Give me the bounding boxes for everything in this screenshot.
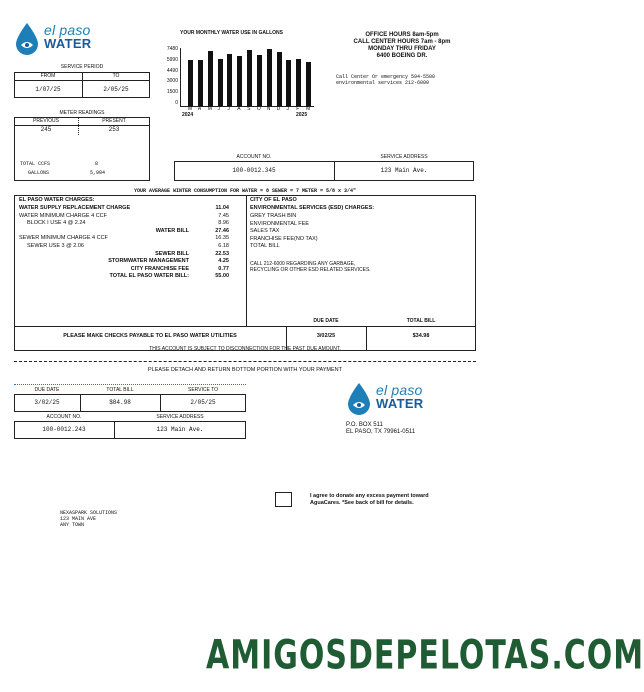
chart-bar (198, 60, 203, 106)
customer-address (60, 510, 117, 528)
stub-total-label: TOTAL BILL (106, 387, 134, 393)
stub-account: 100-0012.243 (42, 426, 86, 433)
city-charge-row: SALES TAX (250, 228, 280, 235)
usage-chart (148, 48, 318, 118)
x-tick-label: M (306, 106, 311, 112)
due-date-label: DUE DATE (313, 318, 339, 324)
x-tick-label: J (227, 106, 230, 112)
y-tick-label: 5990 (166, 56, 178, 63)
water-drop-icon (346, 382, 372, 416)
ccfs-label: TOTAL CCFS (20, 161, 51, 167)
water-charge-label: CITY FRANCHISE FEE (130, 265, 189, 272)
chart-bar (257, 55, 262, 106)
chart-bar (208, 51, 213, 106)
chart-bar (188, 60, 193, 106)
y-axis-line (180, 48, 181, 106)
water-charge-label: SEWER MINIMUM CHARGE 4 CCF (19, 235, 108, 242)
stub-service-label: SERVICE TO (187, 387, 218, 393)
water-charge-value: 7.45 (218, 212, 229, 219)
year-label-end: 2025 (296, 112, 308, 118)
due-date: 3/02/25 (316, 333, 336, 339)
donate-text (310, 493, 480, 507)
chart-bar (277, 52, 282, 106)
water-charge-label: WATER BILL (155, 227, 189, 234)
water-charge-label: TOTAL EL PASO WATER BILL: (109, 273, 189, 280)
stub-due-label: DUE DATE (34, 387, 60, 393)
x-tick-label: M (188, 106, 193, 112)
water-charge-label: SEWER BILL (155, 250, 189, 257)
donate-checkbox[interactable] (275, 492, 292, 507)
stub-top-dotted (14, 384, 246, 385)
chart-title: YOUR MONTHLY WATER USE IN GALLONS (180, 30, 283, 36)
total-bill: $34.98 (412, 333, 430, 339)
city-note-line-2: RECYCLING OR OTHER ESD RELATED SERVICES. (250, 267, 371, 273)
city-note-line-1: CALL 212-6000 REGARDING ANY GARBAGE, (250, 261, 356, 267)
water-charge-label: SEWER USE 3 @ 2.06 (27, 243, 84, 249)
call-center-hours: CALL CENTER HOURS 7am - 8pm (353, 39, 451, 45)
water-charge-value: 8.96 (218, 220, 229, 227)
detach-text: PLEASE DETACH AND RETURN BOTTOM PORTION WITH YOUR PAYMENT (147, 367, 343, 373)
water-charge-label: STORMWATER MANAGEMENT (108, 258, 189, 265)
gallons-label: GALLONS (28, 170, 50, 176)
from-date: 1/07/25 (35, 86, 61, 93)
x-tick-label: J (286, 106, 289, 112)
to-date: 2/05/25 (103, 86, 129, 93)
x-axis-categories (186, 106, 314, 114)
stub-due: 3/02/25 (34, 399, 60, 406)
office-address: 6400 BOEING DR. (376, 53, 428, 59)
office-info (332, 32, 472, 60)
customer-name: NEXASPARK SOLUTIONS (60, 510, 118, 516)
previous-label: PREVIOUS (33, 118, 59, 124)
water-charge-value: 4.25 (218, 258, 229, 265)
water-charge-label: BLOCK I USE 4 @ 2.24 (27, 220, 86, 227)
water-charge-label: WATER MINIMUM CHARGE 4 CCF (19, 212, 107, 219)
chart-bar (247, 50, 252, 106)
water-charge-value: 22.53 (215, 250, 229, 257)
water-charge-value: 0.77 (218, 265, 229, 272)
phone-line-1: Call Center Or emergency 594-5500 (336, 74, 436, 80)
donate-line-1: I agree to donate any excess payment toward (310, 493, 429, 499)
disconnect-text: THIS ACCOUNT IS SUBJECT TO DISCONNECTION FOR THE PAST DUE AMOUNT. (149, 346, 341, 352)
city-charge-row: ENVIRONMENTAL FEE (250, 220, 309, 227)
water-charge-row (19, 273, 229, 281)
y-tick-label: 1500 (166, 89, 178, 96)
chart-bar (237, 56, 242, 106)
account-number: 100-0012.345 (232, 167, 276, 174)
phone-line-2: environmental services 212-6000 (336, 80, 430, 86)
chart-bar (218, 59, 223, 106)
present-label: PRESENT (102, 118, 126, 124)
detach-line (14, 361, 476, 362)
stub-total: $84.98 (109, 399, 131, 406)
x-tick-label: D (276, 106, 281, 112)
water-drop-icon (14, 22, 40, 56)
charges-hdivider (14, 326, 476, 327)
water-charges-heading: EL PASO WATER CHARGES: (19, 197, 95, 203)
remit-logo-line1: el paso (376, 382, 423, 398)
account-no-label: ACCOUNT NO. (236, 154, 272, 160)
x-tick-label: N (266, 106, 271, 112)
city-charge-row: FRANCHISE FEE(NO TAX) (250, 235, 318, 242)
x-tick-label: M (207, 106, 212, 112)
y-tick-label: 4490 (166, 67, 178, 74)
water-charge-value: 55.00 (215, 273, 229, 280)
service-address-label: SERVICE ADDRESS (380, 154, 428, 160)
x-tick-label: A (237, 106, 241, 112)
remit-address (346, 422, 415, 436)
chart-bars (186, 48, 314, 106)
chart-bar (296, 59, 301, 106)
water-charge-label: WATER SUPPLY REPLACEMENT CHARGE (19, 205, 131, 211)
y-tick-label: 7480 (166, 46, 178, 52)
remit-logo (346, 382, 446, 418)
water-charge-value: 16.35 (215, 235, 229, 242)
y-tick-label: 3000 (166, 78, 178, 85)
y-tick-label: 0 (175, 100, 178, 106)
x-tick-label: S (247, 106, 251, 112)
chart-bar (267, 49, 272, 106)
gallons-value: 5,984 (90, 170, 106, 176)
x-tick-label: O (256, 106, 261, 112)
payable-text: PLEASE MAKE CHECKS PAYABLE TO EL PASO WATER UTILITIES (63, 333, 237, 339)
water-charge-value: 27.46 (215, 227, 229, 234)
water-charge-value: 11.04 (215, 205, 229, 211)
stub-service: 2/05/25 (190, 399, 216, 406)
chart-bar (306, 62, 311, 106)
y-axis-ticks (148, 48, 178, 108)
remit-logo-line2: WATER (376, 396, 424, 411)
city-charges-heading-2: ENVIRONMENTAL SERVICES (ESD) CHARGES: (250, 205, 375, 211)
logo-line1: el paso (44, 22, 91, 38)
service-period-title: SERVICE PERIOD (60, 64, 104, 70)
present-reading: 253 (108, 126, 120, 133)
charges-vdivider (246, 195, 247, 326)
phone-info (336, 74, 476, 86)
x-tick-label: A (197, 106, 202, 112)
from-label: FROM (40, 73, 56, 79)
watermark: AMIGOSDEPELOTAS.COM (206, 632, 644, 680)
donate-line-2: AguaCares. *See back of bill for details. (310, 500, 414, 506)
service-address: 123 Main Ave. (380, 167, 428, 174)
chart-bar (286, 60, 291, 106)
chart-bar (227, 54, 232, 106)
previous-reading: 245 (40, 126, 52, 133)
remit-city: EL PASO, TX 79961-0511 (346, 429, 416, 435)
winter-consumption: YOUR AVERAGE WINTER CONSUMPTION FOR WATER = 8 SEWER = 7 METER = 5/8 x 3/4" (133, 188, 357, 194)
year-label-start: 2024 (182, 112, 194, 118)
x-tick-label: J (217, 106, 221, 112)
remit-po-box: P.O. BOX 511 (346, 422, 383, 428)
to-label: TO (112, 73, 120, 79)
stub-address: 123 Main Ave. (156, 426, 204, 433)
office-hours: OFFICE HOURS 8am-5pm (365, 32, 439, 38)
city-note (250, 261, 470, 273)
logo-line2: WATER (44, 36, 92, 51)
ccfs-value: 8 (95, 161, 99, 167)
water-charge-value: 6.18 (218, 243, 229, 249)
logo (14, 22, 114, 58)
city-charge-row: TOTAL BILL (250, 243, 280, 250)
office-days: MONDAY THRU FRIDAY (368, 46, 436, 52)
meter-title: METER READINGS (59, 110, 105, 116)
stub-address-label: SERVICE ADDRESS (156, 414, 204, 420)
customer-town: ANY TOWN (60, 522, 85, 528)
customer-street: 123 MAIN AVE (60, 516, 97, 522)
x-tick-label: F (296, 106, 300, 112)
city-charges-heading-1: CITY OF EL PASO (250, 197, 297, 203)
stub-account-label: ACCOUNT NO. (46, 414, 82, 420)
total-bill-label: TOTAL BILL (406, 318, 436, 324)
city-charge-row: GREY TRASH BIN (250, 213, 297, 219)
